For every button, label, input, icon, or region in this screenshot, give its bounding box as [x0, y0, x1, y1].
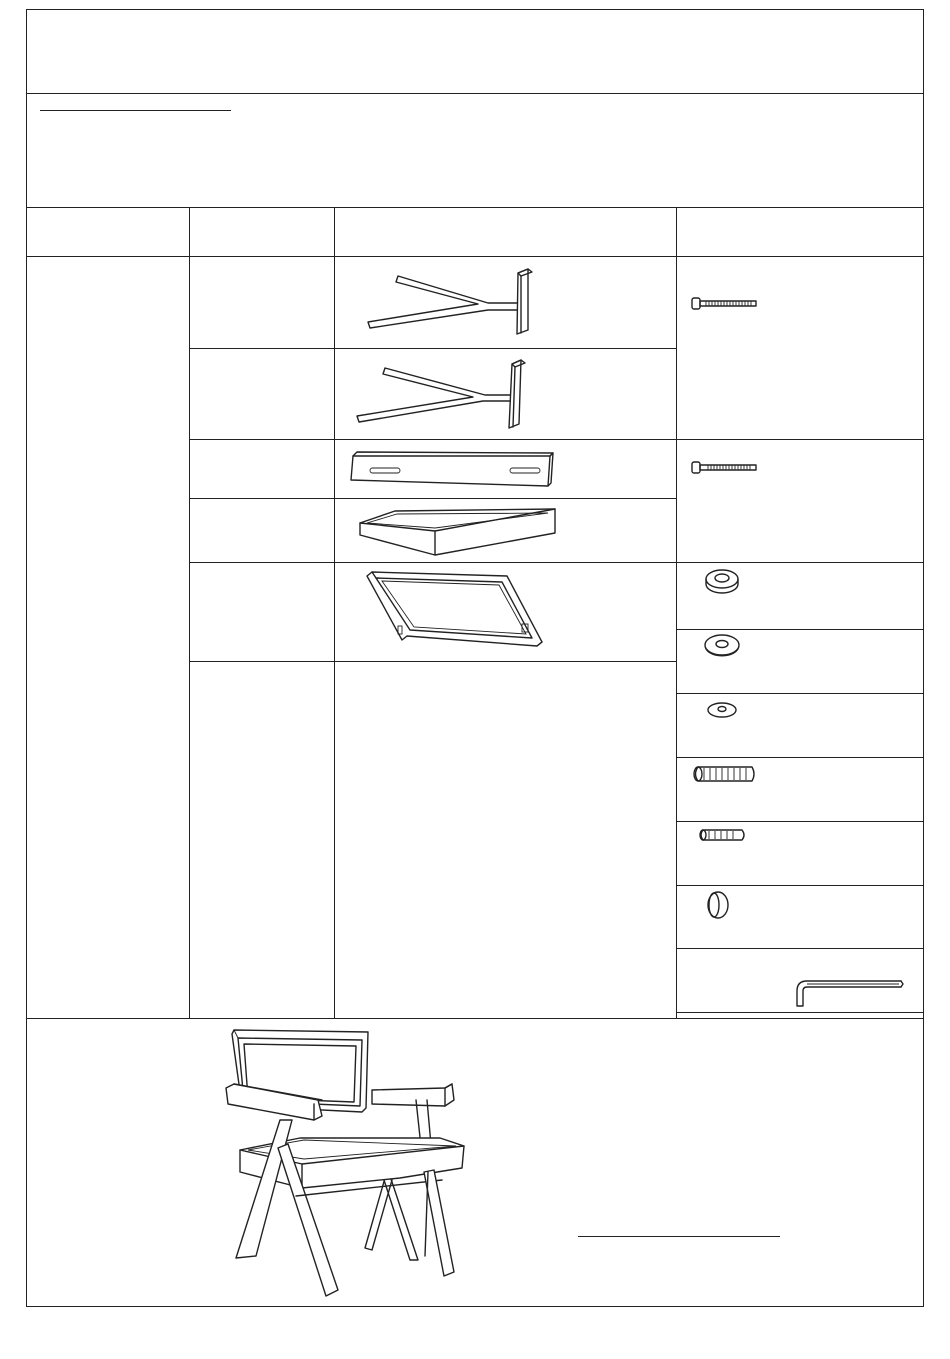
column-divider: [676, 207, 677, 1018]
flat-washer-small-icon: [704, 697, 744, 723]
row-divider: [676, 885, 924, 886]
slotted-rail-icon: [345, 450, 560, 492]
row-divider: [189, 498, 676, 499]
subtitle-underline: [40, 110, 231, 111]
table-top-border: [26, 207, 924, 208]
flat-washer-large-icon: [702, 632, 744, 660]
spring-washer-icon: [702, 566, 744, 596]
row-divider: [676, 629, 924, 630]
row-divider: [676, 693, 924, 694]
side-frame-left-icon: [360, 266, 550, 341]
row-divider: [189, 661, 676, 662]
back-frame-icon: [362, 568, 547, 653]
table-header-bottom-border: [26, 256, 924, 257]
row-divider: [189, 348, 676, 349]
dowel-small-icon: [697, 828, 749, 844]
assembled-armchair-icon: [220, 1028, 470, 1300]
row-divider: [676, 757, 924, 758]
long-bolt-icon: [690, 297, 760, 311]
document-frame: [26, 9, 924, 1307]
side-frame-right-icon: [355, 358, 545, 433]
barrel-nut-icon: [704, 890, 734, 922]
column-divider: [334, 207, 335, 1018]
row-divider: [189, 562, 924, 563]
row-divider: [189, 439, 924, 440]
row-divider: [676, 1012, 924, 1013]
column-divider: [189, 207, 190, 1018]
seat-cushion-icon: [355, 505, 565, 560]
table-bottom-border: [26, 1018, 924, 1019]
title-divider: [26, 93, 924, 94]
dowel-large-icon: [690, 765, 760, 783]
footer-underline: [578, 1236, 780, 1237]
allen-key-icon: [793, 976, 908, 1012]
short-bolt-icon: [690, 461, 760, 475]
row-divider: [676, 821, 924, 822]
row-divider: [676, 948, 924, 949]
